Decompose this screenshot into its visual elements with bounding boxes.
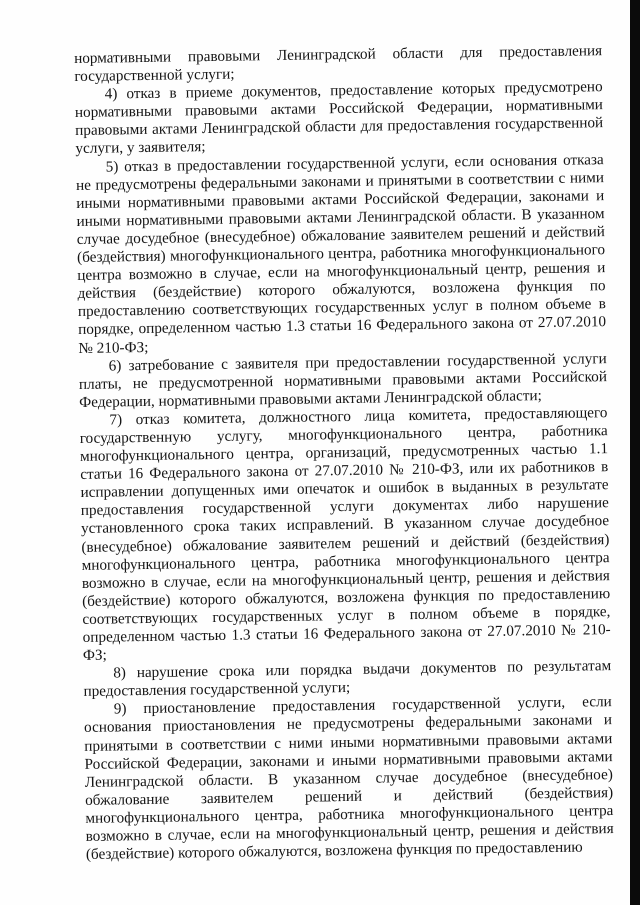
paragraph-item-9: 9) приостановление предоставления государственной услуги, если основания приостановления не предусмотрены федеральными законами и принятыми в соответствии с ними иными нормативными правовыми актами Российской Федерации, законами и иными нормативными правовыми актами Ленинградской области. В указанном случае досудебное (внесудебное) обжалование заявителем решений и действий (бездействия) многофункционального центра, работника многофункционального центра возможно в случае, если на многофункциональный центр, решения и действия (бездействие) которого обжалуются, возложена функция по предоставлению <box>83 693 614 864</box>
scan-edge-shadow <box>630 0 640 905</box>
paragraph-item-7: 7) отказ комитета, должностного лица комитета, предоставляющего государственную услугу, многофункционального центра, работника многофункционального центра, организаций, предусмотренных частью 1.1 статьи 16 Федерального закона от 27.07.2010 № 210-ФЗ, или их работников в исправлении допущенных ими опечаток и ошибок в выданных в результате предоставления государственной услуги документах либо нарушение установленного срока таких исправлений. В указанном случае досудебное (внесудебное) обжалование заявителем решений и действий (бездействия) многофункционального центра, работника многофункционального центра возможно в случае, если на многофункциональный центр, решения и действия (бездействие) которого обжалуются, возложена функция по предоставлению соответствующих государственных услуг в полном объеме в порядке, определенном частью 1.3 статьи 16 Федерального закона от 27.07.2010 № 210-ФЗ; <box>79 404 611 665</box>
paragraph-item-5: 5) отказ в предоставлении государственной услуги, если основания отказа не предусмотрены федеральными законами и принятыми в соответствии с ними иными нормативными правовыми актами Российской Федерации, законами и иными нормативными правовыми актами Ленинградской области. В указанном случае досудебное (внесудебное) обжалование заявителем решений и действий (бездействия) многофункционального центра, работника многофункционального центра возможно в случае, если на многофункциональный центр, решения и действия (бездействие) которого обжалуются, возложена функция по предоставлению соответствующих государственных услуг в полном объеме в порядке, определенном частью 1.3 статьи 16 Федерального закона от 27.07.2010 № 210-ФЗ; <box>75 150 607 357</box>
paragraph-continuation: нормативными правовыми Ленинградской области для предоставления государственной услуги; <box>74 42 603 86</box>
paragraph-item-4: 4) отказ в приеме документов, предоставление которых предусмотрено нормативными правовыми актами Российской Федерации, нормативными правовыми актами Ленинградской области для предоставления государственной услуги, у заявителя; <box>74 78 604 158</box>
paragraph-item-8: 8) нарушение срока или порядка выдачи документов по результатам предоставления государственной услуги; <box>83 657 612 701</box>
document-body <box>74 42 614 864</box>
paragraph-item-6: 6) затребование с заявителя при предоставлении государственной услуги платы, не предусмотренной нормативными правовыми актами Российской Федерации, нормативными правовыми актами Ленинградской области; <box>78 349 608 411</box>
